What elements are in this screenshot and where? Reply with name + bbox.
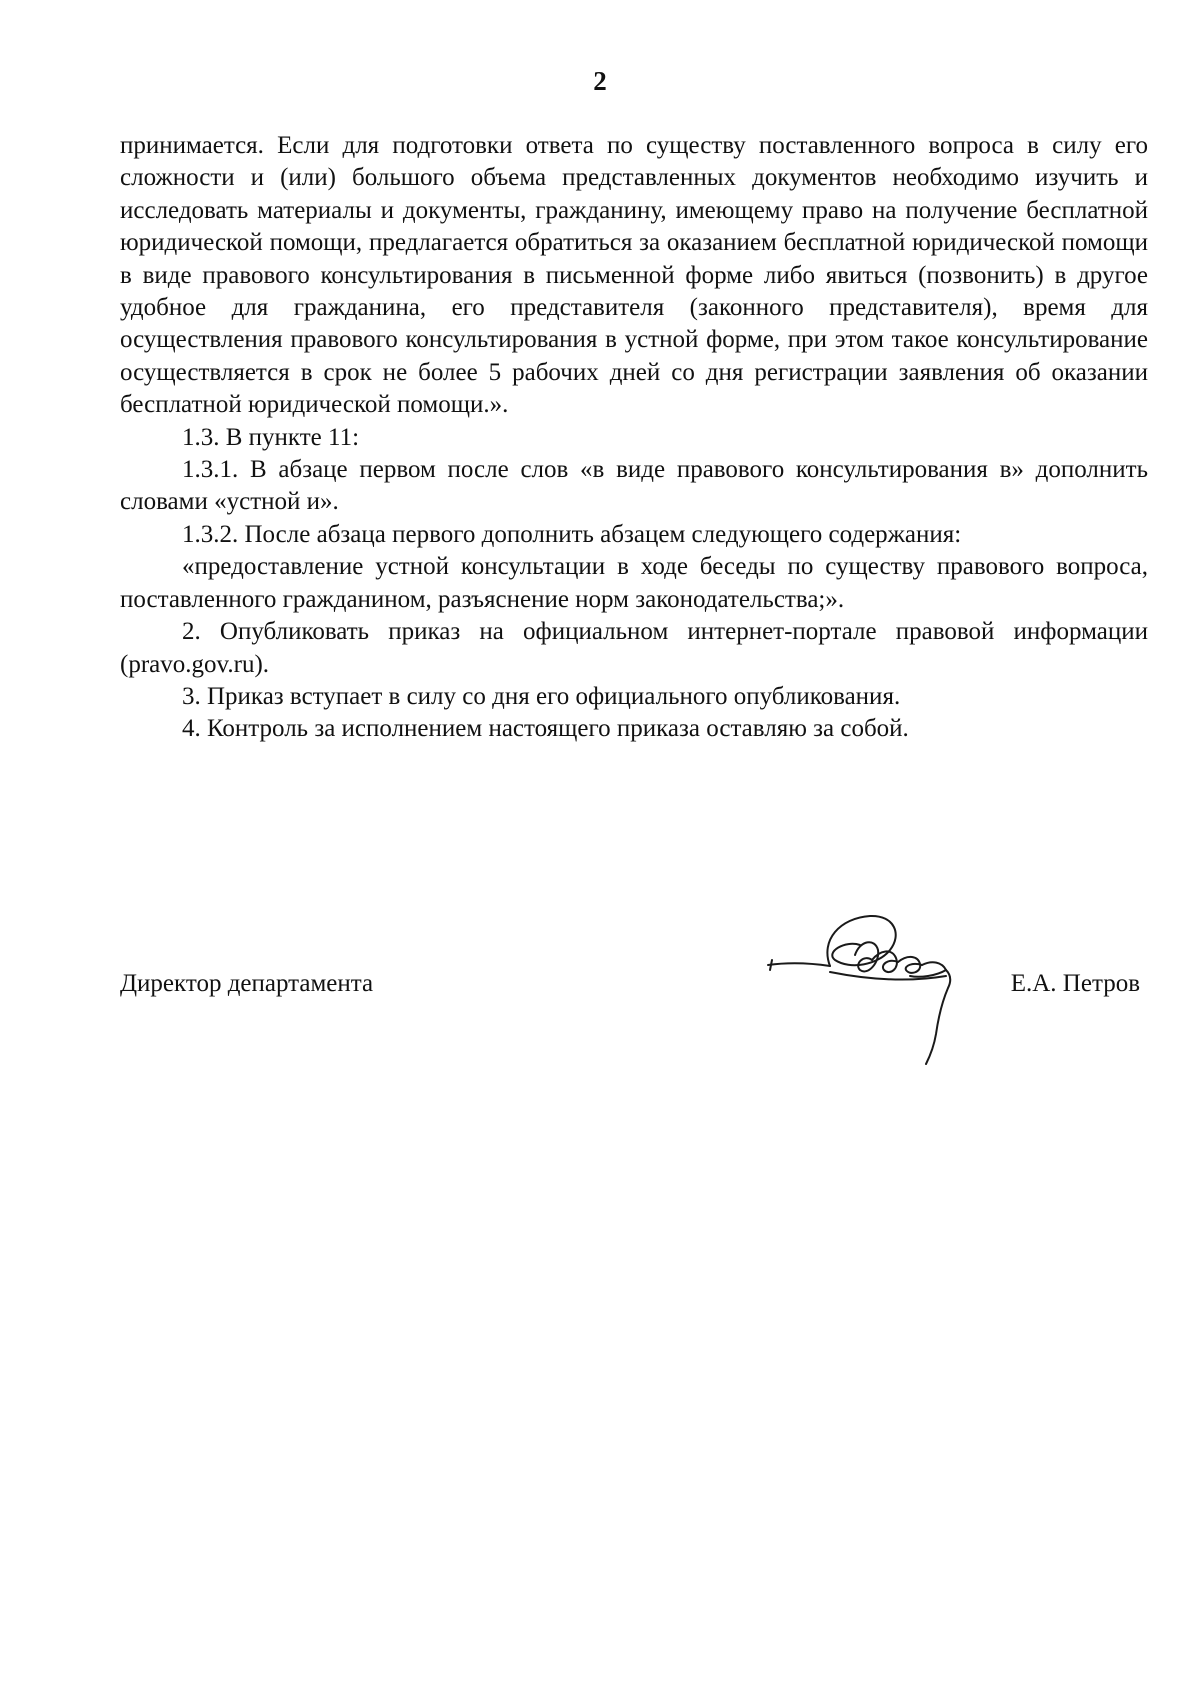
paragraph-clause-3: 3. Приказ вступает в силу со дня его официального опубликования. [182,682,901,710]
paragraph-continuation: принимается. Если для подготовки ответа по существу поставленного вопроса в силу его сложности и (или) большого объема представленных документов необходимо изучить и исследовать материалы и документы, гражданину, имеющему право на получение бесплатной юридической помощи, предлагается обратиться за оказанием бесплатной юридической помощи в виде правового консультирования в письменной форме либо явиться (позвонить) в другое удобное для гражданина, его представителя (законного представителя), время для осуществления правового консультирования в устной форме, при этом такое консультирование осуществляется в срок не более 5 рабочих дней со дня регистрации заявления об оказании бесплатной юридической помощи.». [120,132,1148,419]
page-number: 2 [593,66,607,96]
signer-title: Директор департамента [120,970,374,997]
paragraph-clause-1-3: 1.3. В пункте 11: [182,423,360,451]
paragraph-clause-4: 4. Контроль за исполнением настоящего приказа оставляю за собой. [182,715,909,743]
signature-block [120,968,1140,1118]
handwritten-signature [760,910,1060,1090]
paragraph-clause-1-3-1: 1.3.1. В абзаце первом после слов «в виде правового консультирования в» дополнить словами «устной и». [120,456,1148,516]
signer-name: Е.А. Петров [1010,970,1140,997]
paragraph-clause-1-3-2: 1.3.2. После абзаца первого дополнить абзацем следующего содержания: [182,520,962,548]
paragraph-new-abzac: «предоставление устной консультации в ходе беседы по существу правового вопроса, поставленного гражданином, разъяснение норм законодательства;». [120,553,1148,613]
paragraph-clause-2: 2. Опубликовать приказ на официальном интернет-портале правовой информации (pravo.gov.ru). [120,618,1148,678]
document-body [120,130,1148,746]
